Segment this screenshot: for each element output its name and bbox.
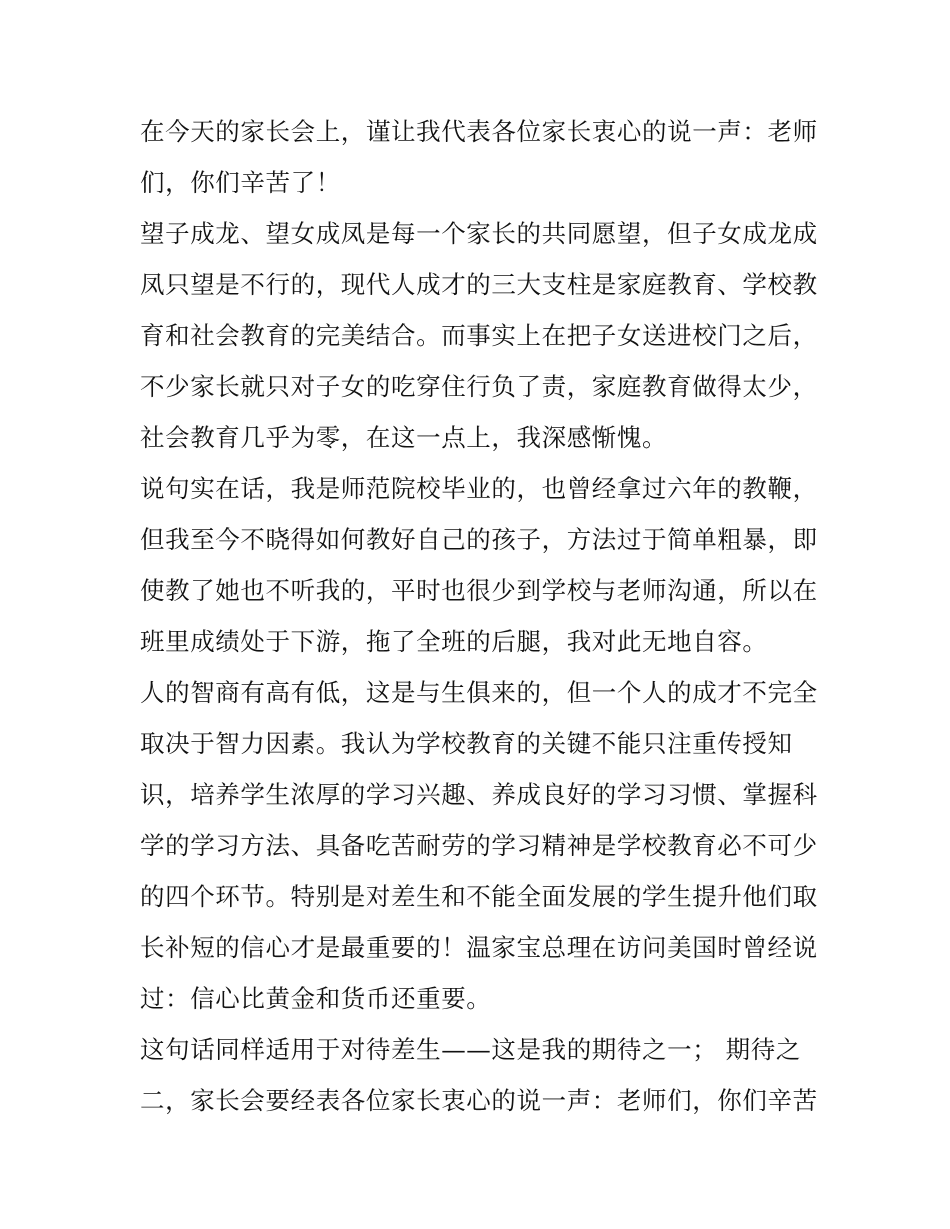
text-line: 们，你们辛苦了！: [140, 168, 341, 197]
text-line: 育和社会教育的完美结合。而事实上在把子女送进校门之后，: [140, 321, 818, 350]
text-line: 不少家长就只对子女的吃穿住行负了责，家庭教育做得太少，: [140, 372, 818, 401]
text-line: 社会教育几乎为零，在这一点上，我深感惭愧。: [140, 423, 668, 452]
text-line: 在今天的家长会上，谨让我代表各位家长衷心的说一声：老师: [140, 117, 818, 146]
text-line: 说句实在话，我是师范院校毕业的，也曾经拿过六年的教鞭，: [140, 474, 818, 503]
paragraph-2: [140, 208, 820, 463]
document-body: [140, 106, 820, 1126]
paragraph-4: [140, 667, 820, 1024]
text-line: 过：信心比黄金和货币还重要。: [140, 984, 492, 1013]
text-line: 望子成龙、望女成凤是每一个家长的共同愿望，但子女成龙成: [140, 219, 818, 248]
text-line: 识，培养学生浓厚的学习兴趣、养成良好的学习习惯、掌握科: [140, 780, 818, 809]
text-line: 学的学习方法、具备吃苦耐劳的学习精神是学校教育必不可少: [140, 831, 818, 860]
text-line: 班里成绩处于下游，拖了全班的后腿，我对此无地自容。: [140, 627, 768, 656]
text-line: 凤只望是不行的，现代人成才的三大支柱是家庭教育、学校教: [140, 270, 818, 299]
text-line: 人的智商有高有低，这是与生俱来的，但一个人的成才不完全: [140, 678, 818, 707]
text-line: 取决于智力因素。我认为学校教育的关键不能只注重传授知: [140, 729, 793, 758]
paragraph-5: [140, 1024, 820, 1126]
text-line: 二，家长会要经表各位家长衷心的说一声：老师们，你们辛苦: [140, 1086, 818, 1115]
paragraph-3: [140, 463, 820, 667]
text-line: 的四个环节。特别是对差生和不能全面发展的学生提升他们取: [140, 882, 818, 911]
paragraph-1: [140, 106, 820, 208]
text-line: 但我至今不晓得如何教好自己的孩子，方法过于简单粗暴，即: [140, 525, 818, 554]
text-line: 使教了她也不听我的，平时也很少到学校与老师沟通，所以在: [140, 576, 818, 605]
text-line: 这句话同样适用于对待差生——这是我的期待之一； 期待之: [140, 1035, 801, 1064]
text-line: 长补短的信心才是最重要的！温家宝总理在访问美国时曾经说: [140, 933, 818, 962]
